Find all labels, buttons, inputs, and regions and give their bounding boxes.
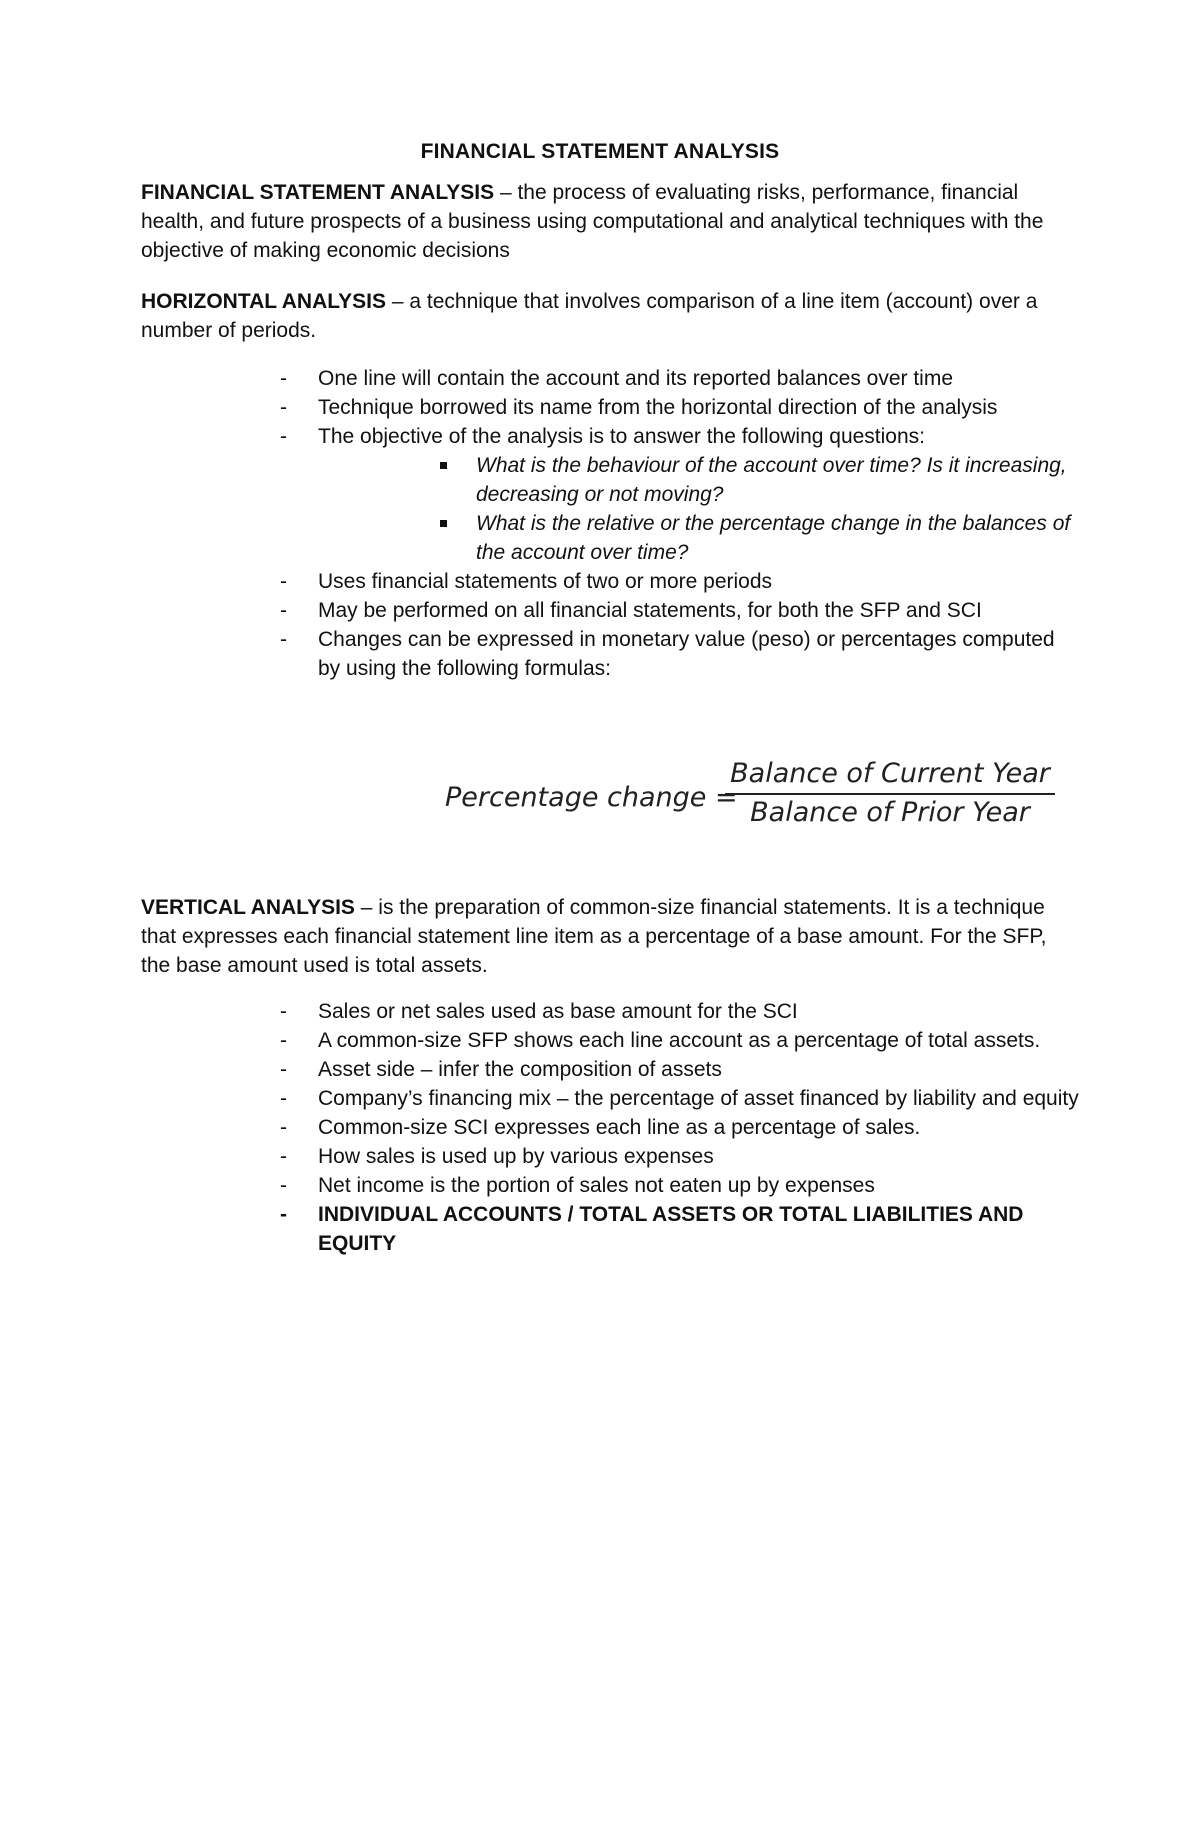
dash-marker: -	[280, 367, 287, 390]
square-bullet-icon	[440, 520, 447, 527]
dash-marker: -	[280, 1029, 287, 1052]
dash-marker: -	[280, 1203, 287, 1226]
question-list	[436, 451, 1080, 567]
list-item: - Technique borrowed its name from the horizontal direction of the analysis	[280, 393, 1080, 422]
horizontal-definition	[141, 287, 1066, 345]
page-title: FINANCIAL STATEMENT ANALYSIS	[420, 140, 780, 163]
vertical-definition-text: – is the preparation of common-size financial statements. It is a technique that expresses each financial statement line item as a percentage of a base amount. For the SFP, the base amount used is total assets.	[141, 896, 1047, 977]
formula-numerator: Balance of Current Year	[725, 758, 1055, 795]
formula-lhs: Percentage change =	[445, 782, 738, 813]
list-item: - Common-size SCI expresses each line as a percentage of sales.	[280, 1113, 1080, 1142]
vertical-definition	[141, 893, 1066, 980]
fsa-definition	[141, 178, 1066, 265]
dash-marker: -	[280, 599, 287, 622]
list-item: - Net income is the portion of sales not eaten up by expenses	[280, 1171, 1080, 1200]
horizontal-bullet-list	[280, 364, 1080, 683]
dash-marker: -	[280, 1000, 287, 1023]
list-item: - INDIVIDUAL ACCOUNTS / TOTAL ASSETS OR TOTAL LIABILITIES AND EQUITY	[280, 1200, 1080, 1258]
list-item: - One line will contain the account and its reported balances over time	[280, 364, 1080, 393]
fsa-term: FINANCIAL STATEMENT ANALYSIS	[141, 181, 495, 204]
fsa-definition-text: – the process of evaluating risks, performance, financial health, and future prospects of a business using computational and analytical techniques with the objective of making economic decisions	[141, 181, 1044, 262]
horizontal-term: HORIZONTAL ANALYSIS	[141, 290, 387, 313]
horizontal-definition-text: – a technique that involves comparison of a line item (account) over a number of periods.	[141, 290, 1038, 342]
vertical-bullet-list	[280, 997, 1080, 1258]
list-item: - May be performed on all financial statements, for both the SFP and SCI	[280, 596, 1080, 625]
percentage-change-formula	[445, 758, 1055, 838]
square-bullet-icon	[440, 462, 447, 469]
dash-marker: -	[280, 1174, 287, 1197]
vertical-term: VERTICAL ANALYSIS	[141, 896, 355, 919]
list-item: - A common-size SFP shows each line account as a percentage of total assets.	[280, 1026, 1080, 1055]
question-item: What is the behaviour of the account over time? Is it increasing, decreasing or not moving?	[436, 451, 1080, 509]
list-item: - Sales or net sales used as base amount for the SCI	[280, 997, 1080, 1026]
dash-marker: -	[280, 1145, 287, 1168]
list-item: - The objective of the analysis is to answer the following questions: What is the behaviour of the account over time? Is it increasing, decreasing or not moving? What is the relative or the percentage change in the balances of the account over time?	[280, 422, 1080, 567]
formula-denominator: Balance of Prior Year	[750, 797, 1030, 828]
question-item: What is the relative or the percentage change in the balances of the account over time?	[436, 509, 1080, 567]
dash-marker: -	[280, 425, 287, 448]
dash-marker: -	[280, 1058, 287, 1081]
list-item: - Uses financial statements of two or more periods	[280, 567, 1080, 596]
list-item: - Company’s financing mix – the percentage of asset financed by liability and equity	[280, 1084, 1080, 1113]
dash-marker: -	[280, 396, 287, 419]
list-item: - Asset side – infer the composition of assets	[280, 1055, 1080, 1084]
list-item: - How sales is used up by various expenses	[280, 1142, 1080, 1171]
dash-marker: -	[280, 1087, 287, 1110]
list-item: - Changes can be expressed in monetary value (peso) or percentages computed by using the following formulas:	[280, 625, 1080, 683]
formula-fraction	[725, 758, 1055, 828]
dash-marker: -	[280, 570, 287, 593]
dash-marker: -	[280, 628, 287, 651]
dash-marker: -	[280, 1116, 287, 1139]
